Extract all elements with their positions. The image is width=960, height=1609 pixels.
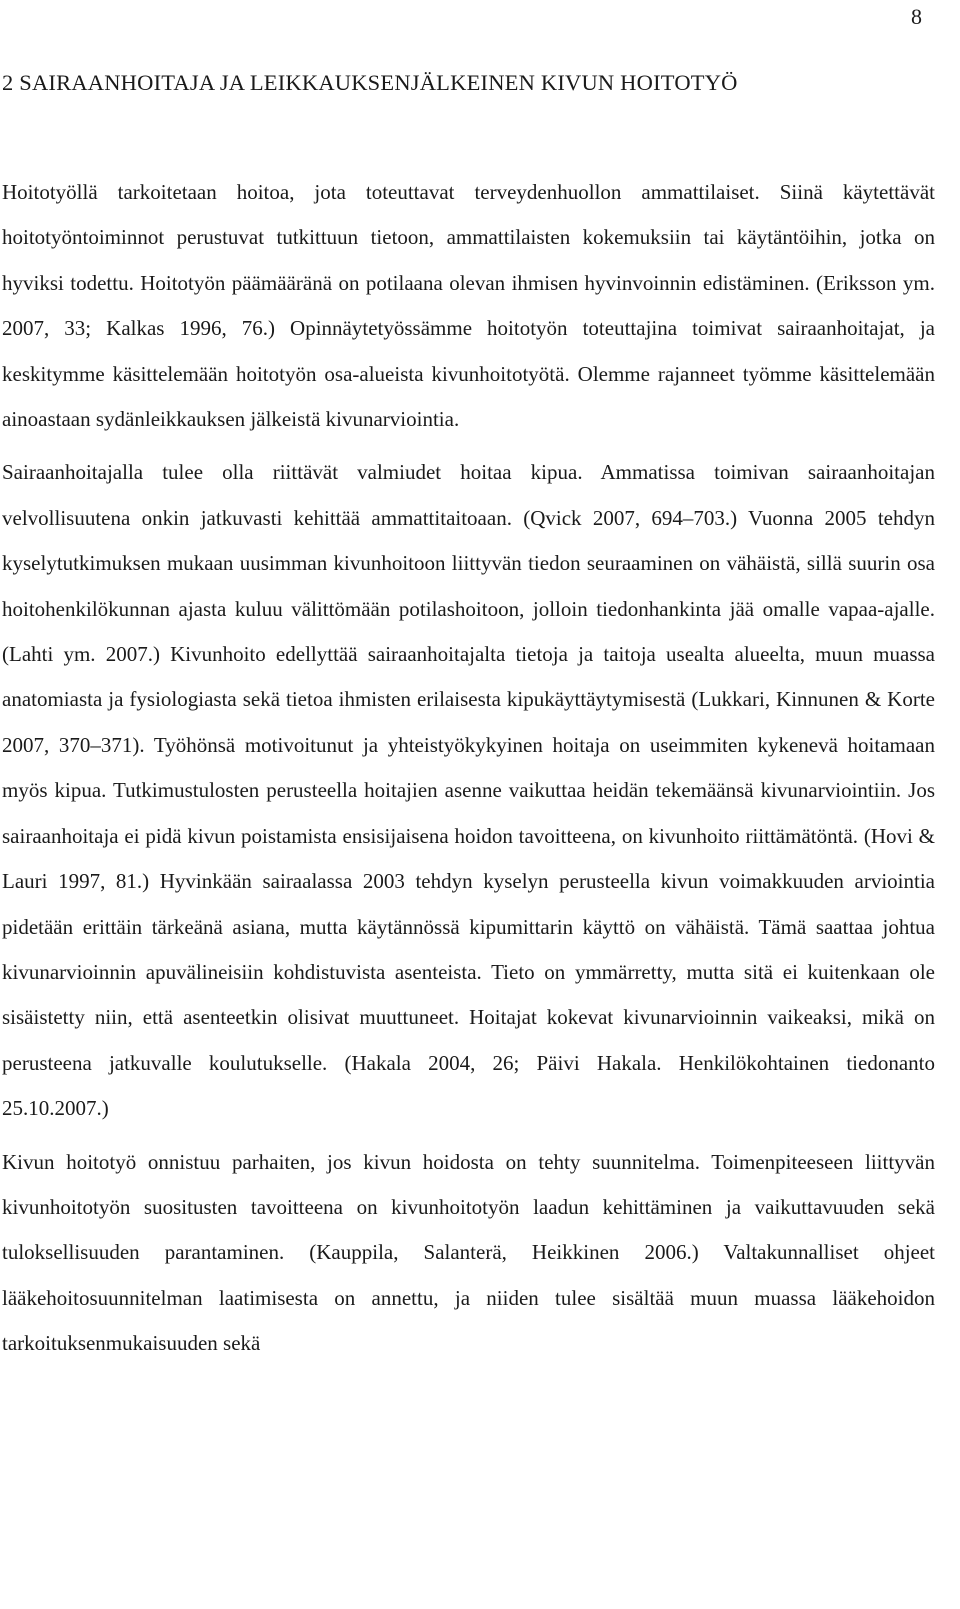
paragraph-nursing-definition: Hoitotyöllä tarkoitetaan hoitoa, jota toteuttavat terveydenhuollon ammattilaiset. Siinä käytettävät hoitotyöntoiminnot perustuvat tutkittuun tietoon, ammattilaisten kokemuksiin tai käytäntöihin, jotka on hyviksi todettu. Hoitotyön päämääränä on potilaana olevan ihmisen hyvinvoinnin edistäminen. (Eriksson ym. 2007, 33; Kalkas 1996, 76.) Opinnäytetyössämme hoitotyön toteuttajina toimivat sairaanhoitajat, ja keskitymme käsittelemään hoitotyön osa-alueista kivunhoitotyötä. Olemme rajanneet työmme käsittelemään ainoastaan sydänleikkauksen jälkeistä kivunarviointia. xyxy=(2,180,935,432)
paragraph-nurse-competence: Sairaanhoitajalla tulee olla riittävät valmiudet hoitaa kipua. Ammatissa toimivan sairaanhoitajan velvollisuutena onkin jatkuvasti kehittää ammattitaitoaan. (Qvick 2007, 694–703.) Vuonna 2005 tehdyn kyselytutkimuksen mukaan uusimman kivunhoitoon liittyvän tiedon seuraaminen on vähäistä, sillä suurin osa hoitohenkilökunnan ajasta kuluu välittömään potilashoitoon, jolloin tiedonhankinta jää omalle vapaa-ajalle. (Lahti ym. 2007.) Kivunhoito edellyttää sairaanhoitajalta tietoja ja taitoja usealta alueelta, muun muassa anatomiasta ja fysiologiasta sekä tietoa ihmisten erilaisesta kipukäyttäytymisestä (Lukkari, Kinnunen & Korte 2007, 370–371). Työhönsä motivoitunut ja yhteistyökykyinen hoitaja on useimmiten kykenevä hoitamaan myös kipua. Tutkimustulosten perusteella hoitajien asenne vaikuttaa heidän tekemäänsä kivunarviointiin. Jos sairaanhoitaja ei pidä kivun poistamista ensisijaisena hoidon tavoitteena, on kivunhoito riittämätöntä. (Hovi & Lauri 1997, 81.) Hyvinkään sairaalassa 2003 tehdyn kyselyn perusteella kivun voimakkuuden arviointia pidetään erittäin tärkeänä asiana, mutta käytännössä kipumittarin käyttö on vähäistä. Tämä saattaa johtua kivunarvioinnin apuvälineisiin kohdistuvista asenteista. Tieto on ymmärretty, mutta sitä ei kuitenkaan ole sisäistetty niin, että asenteetkin olisivat muuttuneet. Hoitajat kokevat kivunarvioinnin vaikeaksi, mikä on perusteena jatkuvalle koulutukselle. (Hakala 2004, 26; Päivi Hakala. Henkilökohtainen tiedonanto 25.10.2007.) xyxy=(2,460,935,1121)
chapter-heading: 2 SAIRAANHOITAJA JA LEIKKAUKSENJÄLKEINEN KIVUN HOITOTYÖ xyxy=(2,70,738,95)
body-text xyxy=(2,170,935,1367)
paragraph-pain-care-plan: Kivun hoitotyö onnistuu parhaiten, jos kivun hoidosta on tehty suunnitelma. Toimenpiteeseen liittyvän kivunhoitotyön suositusten tavoitteena on kivunhoitotyön laadun kehittäminen ja vaikuttavuuden sekä tuloksellisuuden parantaminen. (Kauppila, Salanterä, Heikkinen 2006.) Valtakunnalliset ohjeet lääkehoitosuunnitelman laatimisesta on annettu, ja niiden tulee sisältää muun muassa lääkehoidon tarkoituksenmukaisuuden sekä xyxy=(2,1149,935,1356)
page-number: 8 xyxy=(911,4,922,29)
